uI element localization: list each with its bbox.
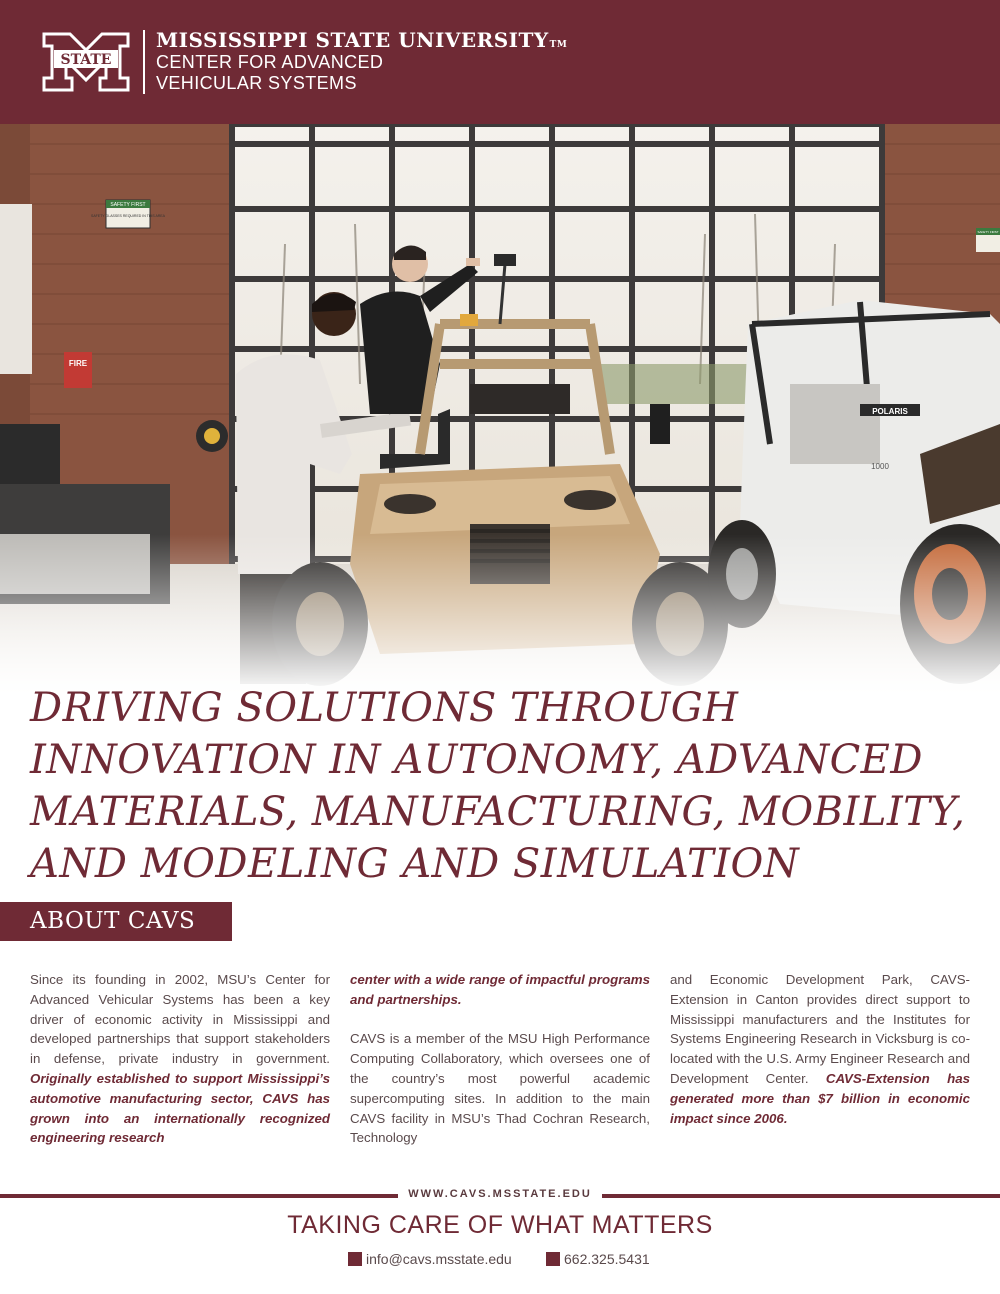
center-name-line1: CENTER FOR ADVANCED <box>156 52 384 72</box>
email-text: info@cavs.msstate.edu <box>366 1251 512 1267</box>
msu-state-logo <box>40 30 132 94</box>
phone-icon <box>546 1252 560 1266</box>
hero-photo <box>0 124 1000 694</box>
headline-line: INNOVATION IN AUTONOMY, ADVANCED <box>30 737 923 783</box>
body-column-3 <box>670 970 970 1128</box>
headline-line: DRIVING SOLUTIONS THROUGH <box>30 685 739 731</box>
email-icon <box>348 1252 362 1266</box>
body-text: and Economic Development Park, CAVS-Extension in Canton provides direct support to Mississippi manufacturers and the Institutes for Systems Engineering Research in Vicksburg is co-located with the U.S. Army Engineer Research and Development Center. <box>670 972 970 1086</box>
body-emphasis: Originally established to support Mississippi’s automotive manufacturing sector, CAVS has grown into an internationally recognized engineering research <box>30 1070 330 1146</box>
body-text: Since its founding in 2002, MSU’s Center for Advanced Vehicular Systems has been a key driver of economic activity in Mississippi and developed partnerships that support stakeholders in defense, private industry in government. <box>30 972 330 1067</box>
university-name: MISSISSIPPI STATE UNIVERSITYTM <box>156 28 568 52</box>
footer-rule-left <box>0 1194 398 1198</box>
footer-rule-right <box>602 1194 1000 1198</box>
headline <box>30 682 980 890</box>
section-title-about: ABOUT CAVS <box>0 902 232 941</box>
svg-text:STATE: STATE <box>60 52 112 68</box>
msu-logo-icon <box>40 30 132 94</box>
phone-contact[interactable] <box>546 1251 650 1267</box>
website-link[interactable]: WWW.CAVS.MSSTATE.EDU <box>408 1188 592 1200</box>
header-divider <box>143 30 145 94</box>
email-contact[interactable] <box>348 1251 512 1267</box>
phone-text: 662.325.5431 <box>564 1251 650 1267</box>
center-name-line2: VEHICULAR SYSTEMS <box>156 73 357 93</box>
garage-scene-illustration <box>0 124 1000 694</box>
headline-line: AND MODELING AND SIMULATION <box>30 841 800 887</box>
body-emphasis: CAVS-Extension has generated more than $7 billion in economic impact since 2006. <box>670 1070 970 1126</box>
body-emphasis: center with a wide range of impactful programs and partnerships. <box>350 972 650 1007</box>
tagline: TAKING CARE OF WHAT MATTERS <box>287 1211 713 1239</box>
header-banner <box>0 0 1000 124</box>
body-column-1 <box>30 970 330 1148</box>
body-text: CAVS is a member of the MSU High Performance Computing Collaboratory, which oversees one of the country’s most powerful academic supercomputing sites. In addition to the main CAVS facility in MSU’s Thad Cochran Research, Technology <box>350 1031 650 1146</box>
body-column-2 <box>350 970 650 1148</box>
trademark-mark: TM <box>549 40 568 50</box>
headline-line: MATERIALS, MANUFACTURING, MOBILITY, <box>30 789 966 835</box>
